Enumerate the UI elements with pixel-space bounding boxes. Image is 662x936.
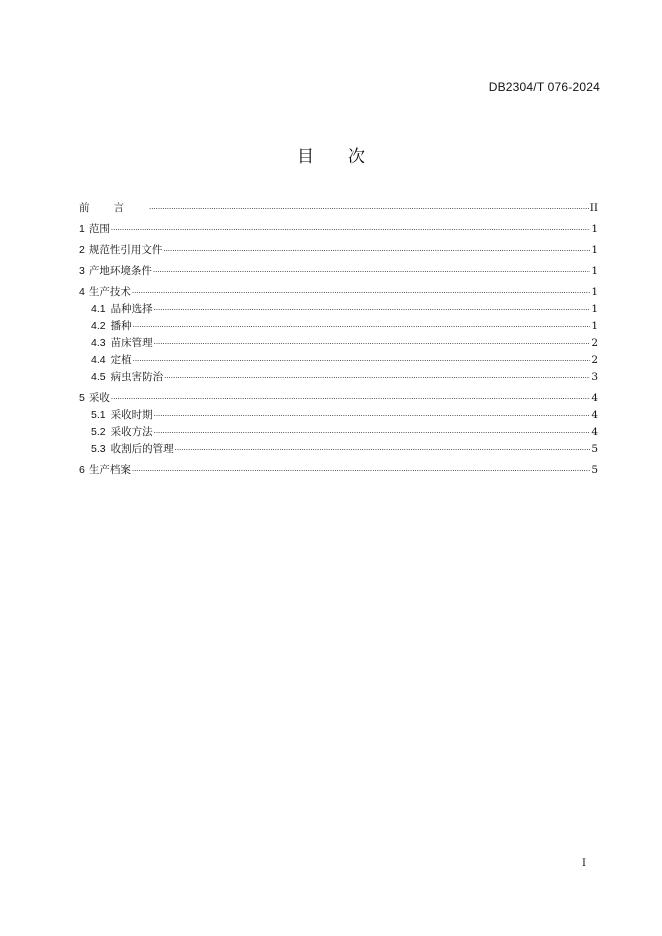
toc-entry-label: 范围 xyxy=(88,223,110,235)
toc-entry-page: 3 xyxy=(591,371,598,383)
toc-entry-number: 4 xyxy=(79,286,85,298)
toc-entry-number: 3 xyxy=(79,265,85,277)
page-title xyxy=(0,142,662,167)
table-of-contents xyxy=(79,200,598,479)
toc-leader-dots xyxy=(149,201,589,218)
toc-entry-number: 5 xyxy=(79,392,85,404)
toc-entry-page: 2 xyxy=(591,337,598,349)
toc-leader-dots xyxy=(154,336,591,353)
toc-entry-5-1[interactable] xyxy=(79,407,598,424)
toc-leader-dots xyxy=(111,391,590,408)
toc-entry-4-2[interactable] xyxy=(79,318,598,335)
toc-entry-5[interactable] xyxy=(79,390,598,407)
toc-entry-number: 4.1 xyxy=(91,303,106,315)
toc-entry-label: 采收 xyxy=(88,392,110,404)
toc-entry-page: 1 xyxy=(591,244,598,256)
toc-entry-page: 1 xyxy=(591,265,598,277)
toc-entry-label: 产地环境条件 xyxy=(88,265,152,277)
toc-entry-label: 收割后的管理 xyxy=(110,443,174,455)
toc-entry-page: 1 xyxy=(591,286,598,298)
toc-leader-dots xyxy=(154,408,591,425)
toc-entry-page: 5 xyxy=(591,443,598,455)
toc-entry-page: 2 xyxy=(591,354,598,366)
toc-entry-number: 1 xyxy=(79,223,85,235)
toc-leader-dots xyxy=(133,353,591,370)
toc-leader-dots xyxy=(153,264,590,281)
toc-entry-label: 生产技术 xyxy=(88,286,131,298)
toc-entry-page: 5 xyxy=(591,464,598,476)
toc-entry-page: 1 xyxy=(591,223,598,235)
document-code: DB2304/T 076-2024 xyxy=(488,80,600,94)
toc-entry-page: 4 xyxy=(591,409,598,421)
toc-entry-number: 5.1 xyxy=(91,409,106,421)
toc-entry-page: 1 xyxy=(591,320,598,332)
toc-entry-5-3[interactable] xyxy=(79,441,598,458)
toc-entry-number: 2 xyxy=(79,244,85,256)
toc-entry-4-3[interactable] xyxy=(79,335,598,352)
toc-entry-label: 采收方法 xyxy=(110,426,153,438)
toc-entry-2[interactable] xyxy=(79,242,598,259)
toc-entry-number: 4.4 xyxy=(91,354,106,366)
toc-entry-4-5[interactable] xyxy=(79,369,598,386)
toc-leader-dots xyxy=(133,319,591,336)
toc-entry-number: 4.5 xyxy=(91,371,106,383)
toc-entry-5-2[interactable] xyxy=(79,424,598,441)
toc-entry-label: 定植 xyxy=(110,354,132,366)
toc-leader-dots xyxy=(154,425,591,442)
toc-leader-dots xyxy=(164,370,590,387)
toc-entry-number: 6 xyxy=(79,464,85,476)
toc-entry-page: 4 xyxy=(591,392,598,404)
toc-entry-label: 前言 xyxy=(79,202,148,214)
toc-entry-number: 4.3 xyxy=(91,337,106,349)
toc-entry-4-4[interactable] xyxy=(79,352,598,369)
toc-leader-dots xyxy=(111,222,590,239)
toc-entry-4-1[interactable] xyxy=(79,301,598,318)
toc-leader-dots xyxy=(175,442,591,459)
toc-entry-label: 生产档案 xyxy=(88,464,131,476)
title-char-2: 次 xyxy=(348,147,365,167)
toc-entry-3[interactable] xyxy=(79,263,598,280)
toc-entry-label: 品种选择 xyxy=(110,303,153,315)
toc-leader-dots xyxy=(132,285,590,302)
toc-entry-label: 播种 xyxy=(110,320,132,332)
title-char-1: 目 xyxy=(297,147,314,167)
toc-leader-dots xyxy=(154,302,591,319)
toc-leader-dots xyxy=(132,463,590,480)
toc-entry-6[interactable] xyxy=(79,462,598,479)
toc-entry-label: 病虫害防治 xyxy=(110,371,164,383)
toc-entry-label: 规范性引用文件 xyxy=(88,244,163,256)
toc-entry-number: 4.2 xyxy=(91,320,106,332)
toc-entry-label: 采收时期 xyxy=(110,409,153,421)
toc-entry-1[interactable] xyxy=(79,221,598,238)
toc-entry-page: 4 xyxy=(591,426,598,438)
toc-leader-dots xyxy=(163,243,590,260)
toc-entry-page: 1 xyxy=(591,303,598,315)
toc-entry-page: II xyxy=(589,202,598,214)
page-number: I xyxy=(582,858,586,869)
toc-entry-label: 苗床管理 xyxy=(110,337,153,349)
toc-entry-4[interactable] xyxy=(79,284,598,301)
toc-entry-number: 5.2 xyxy=(91,426,106,438)
toc-entry-number: 5.3 xyxy=(91,443,106,455)
toc-entry-foreword[interactable] xyxy=(79,200,598,217)
